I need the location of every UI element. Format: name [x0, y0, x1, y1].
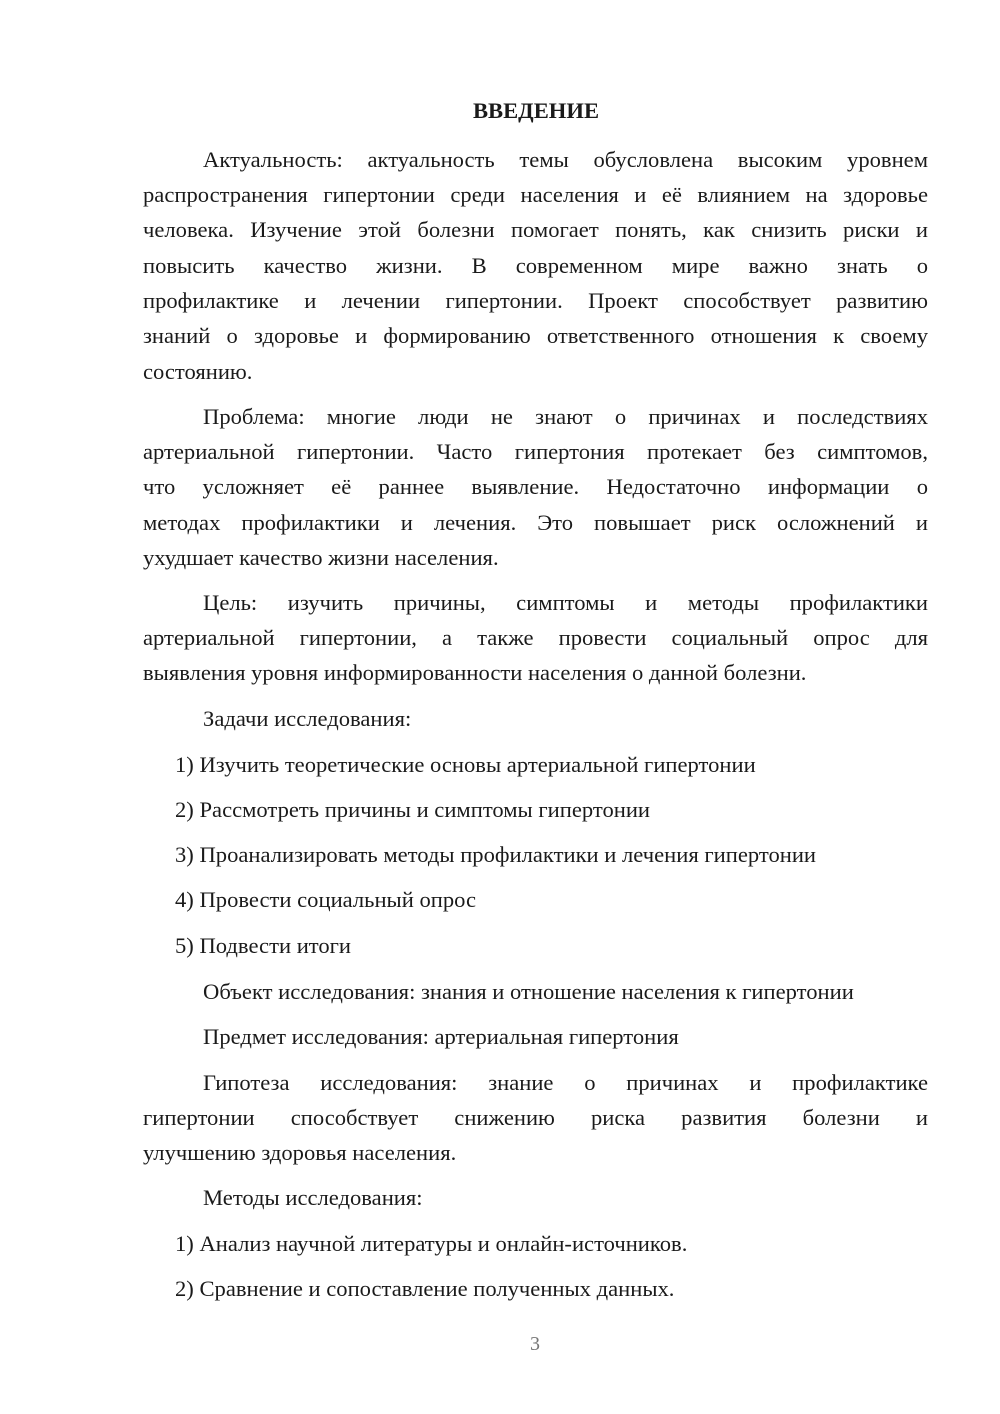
methods-heading: Методы исследования: [203, 1185, 423, 1210]
task-item: 2) Рассмотреть причины и симптомы гипертонии [175, 797, 651, 822]
relevance-line: профилактике и лечении гипертонии. Проект способствует развитию [143, 288, 928, 313]
relevance-line: распространения гипертонии среди населения и её влиянием на здоровье [143, 182, 928, 207]
relevance-line: Актуальность: актуальность темы обусловлена высоким уровнем [203, 147, 928, 172]
problem-line: артериальной гипертонии. Часто гипертония протекает без симптомов, [143, 439, 928, 464]
tasks-heading: Задачи исследования: [203, 706, 412, 731]
problem-line: ухудшает качество жизни населения. [143, 545, 499, 570]
task-item: 1) Изучить теоретические основы артериальной гипертонии [175, 752, 756, 777]
hypothesis-line: гипертонии способствует снижению риска развития болезни и [143, 1105, 928, 1130]
relevance-line: состоянию. [143, 359, 253, 384]
method-item: 1) Анализ научной литературы и онлайн-источников. [175, 1231, 688, 1256]
task-item: 4) Провести социальный опрос [175, 887, 477, 912]
problem-line: что усложняет её раннее выявление. Недостаточно информации о [143, 474, 928, 499]
hypothesis-line: улучшению здоровья населения. [143, 1140, 457, 1165]
research-object: Объект исследования: знания и отношение населения к гипертонии [203, 979, 854, 1004]
problem-line: Проблема: многие люди не знают о причинах и последствиях [203, 404, 928, 429]
goal-line: выявления уровня информированности населения о данной болезни. [143, 660, 807, 685]
method-item: 2) Сравнение и сопоставление полученных данных. [175, 1276, 675, 1301]
task-item: 3) Проанализировать методы профилактики и лечения гипертонии [175, 842, 817, 867]
goal-line: Цель: изучить причины, симптомы и методы профилактики [203, 590, 928, 615]
goal-line: артериальной гипертонии, а также провести социальный опрос для [143, 625, 928, 650]
problem-line: методах профилактики и лечения. Это повышает риск осложнений и [143, 510, 928, 535]
hypothesis-line: Гипотеза исследования: знание о причинах и профилактике [203, 1070, 928, 1095]
page-title: ВВЕДЕНИЕ [472, 98, 600, 123]
relevance-line: повысить качество жизни. В современном мире важно знать о [143, 253, 928, 278]
research-subject: Предмет исследования: артериальная гипертония [203, 1024, 679, 1049]
relevance-line: человека. Изучение этой болезни помогает понять, как снизить риски и [143, 217, 928, 242]
relevance-line: знаний о здоровье и формированию ответственного отношения к своему [143, 323, 928, 348]
page-number: 3 [530, 1333, 540, 1355]
task-item: 5) Подвести итоги [175, 933, 352, 958]
